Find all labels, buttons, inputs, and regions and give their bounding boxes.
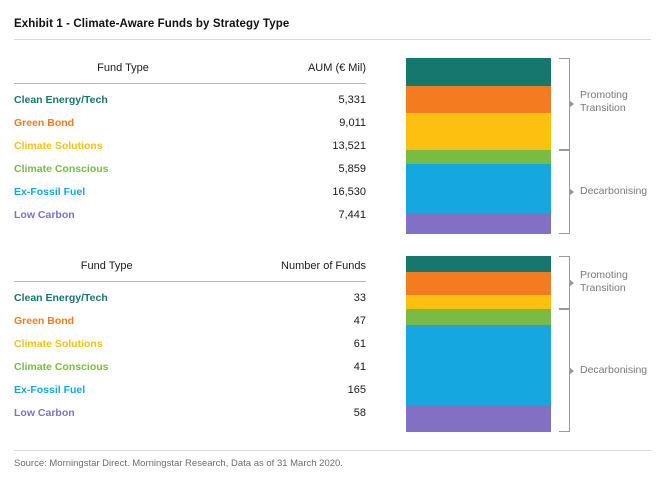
table-row xyxy=(14,332,366,355)
row-value-low-carbon: 58 xyxy=(353,406,366,419)
bracket-label-promoting-transition xyxy=(580,269,628,295)
row-label-low-carbon: Low Carbon xyxy=(14,406,75,419)
table-row xyxy=(14,157,366,180)
bracket-decarbonising xyxy=(559,309,570,432)
title-divider xyxy=(14,39,651,40)
bracket-label-promoting-transition xyxy=(580,89,628,115)
table-row xyxy=(14,111,366,134)
bar-segment-green-bond xyxy=(406,272,551,295)
table-row xyxy=(14,180,366,203)
bracket-arrow-icon xyxy=(569,279,574,287)
bracket-label-line2: Transition xyxy=(580,102,626,114)
row-value-ex-fossil-fuel: 165 xyxy=(347,383,366,396)
bracket-promoting-transition xyxy=(559,58,570,150)
bar-segment-low-carbon xyxy=(406,213,551,234)
bar-column xyxy=(406,256,551,432)
bracket-arrow-icon xyxy=(569,367,574,375)
bracket-label-line1: Decarbonising xyxy=(580,185,648,197)
bracket-promoting-transition xyxy=(559,256,570,309)
bracket-label-line1: Promoting xyxy=(580,269,628,281)
row-value-climate-solutions: 61 xyxy=(353,337,366,350)
row-value-green-bond: 9,011 xyxy=(339,116,366,129)
row-value-clean-energy-tech: 33 xyxy=(353,291,366,304)
bracket-arrow-icon xyxy=(569,188,574,196)
page-title: Exhibit 1 - Climate-Aware Funds by Strategy Type xyxy=(14,18,290,30)
row-label-low-carbon: Low Carbon xyxy=(14,208,75,221)
row-value-climate-solutions: 13,521 xyxy=(332,139,366,152)
aum-table xyxy=(14,58,366,226)
table-row xyxy=(14,134,366,157)
aum-stacked-bar xyxy=(406,58,551,234)
row-value-clean-energy-tech: 5,331 xyxy=(338,93,366,106)
bracket-arrow-icon xyxy=(569,100,574,108)
row-label-climate-solutions: Climate Solutions xyxy=(14,139,103,152)
table-row xyxy=(14,282,366,310)
row-value-low-carbon: 7,441 xyxy=(338,208,366,221)
row-value-green-bond: 47 xyxy=(353,314,366,327)
bracket-label-decarbonising xyxy=(580,364,647,377)
bar-segment-ex-fossil-fuel xyxy=(406,325,551,405)
table-row xyxy=(14,355,366,378)
bar-segment-clean-energy-tech xyxy=(406,256,551,272)
row-label-ex-fossil-fuel: Ex-Fossil Fuel xyxy=(14,383,86,396)
table-row xyxy=(14,378,366,401)
panel-number-of-funds xyxy=(14,256,651,428)
bar-segment-climate-solutions xyxy=(406,113,551,150)
bracket-label-decarbonising xyxy=(580,185,647,198)
row-value-climate-conscious: 41 xyxy=(353,360,366,373)
funds-stacked-bar xyxy=(406,256,551,432)
row-label-climate-conscious: Climate Conscious xyxy=(14,360,109,373)
row-label-ex-fossil-fuel: Ex-Fossil Fuel xyxy=(14,185,86,198)
table-header-row xyxy=(14,58,366,84)
bar-segment-climate-conscious xyxy=(406,150,551,164)
row-label-green-bond: Green Bond xyxy=(14,116,75,129)
row-label-clean-energy-tech: Clean Energy/Tech xyxy=(14,93,108,106)
row-label-clean-energy-tech: Clean Energy/Tech xyxy=(14,291,108,304)
table-row xyxy=(14,401,366,424)
bar-segment-green-bond xyxy=(406,86,551,113)
bracket-decarbonising xyxy=(559,150,570,234)
table-header-row xyxy=(14,256,366,282)
source-note: Source: Morningstar Direct. Morningstar Research, Data as of 31 March 2020. xyxy=(14,450,651,469)
column-header-number-of-funds: Number of Funds xyxy=(199,256,366,282)
bracket-label-line1: Decarbonising xyxy=(580,364,648,376)
bar-segment-low-carbon xyxy=(406,405,551,432)
row-label-green-bond: Green Bond xyxy=(14,314,75,327)
funds-table xyxy=(14,256,366,424)
bar-segment-clean-energy-tech xyxy=(406,58,551,86)
row-value-climate-conscious: 5,859 xyxy=(338,162,366,175)
bracket-label-line2: Transition xyxy=(580,282,626,294)
panel-aum xyxy=(14,58,651,230)
table-row xyxy=(14,84,366,112)
bar-segment-ex-fossil-fuel xyxy=(406,164,551,213)
bar-segment-climate-solutions xyxy=(406,295,551,309)
bar-segment-climate-conscious xyxy=(406,309,551,325)
table-row xyxy=(14,203,366,226)
column-header-fund-type: Fund Type xyxy=(14,256,199,282)
column-header-fund-type: Fund Type xyxy=(14,58,232,84)
row-value-ex-fossil-fuel: 16,530 xyxy=(332,185,366,198)
row-label-climate-conscious: Climate Conscious xyxy=(14,162,109,175)
column-header-aum: AUM (€ Mil) xyxy=(232,58,366,84)
table-row xyxy=(14,309,366,332)
row-label-climate-solutions: Climate Solutions xyxy=(14,337,103,350)
bar-column xyxy=(406,58,551,234)
bracket-label-line1: Promoting xyxy=(580,89,628,101)
